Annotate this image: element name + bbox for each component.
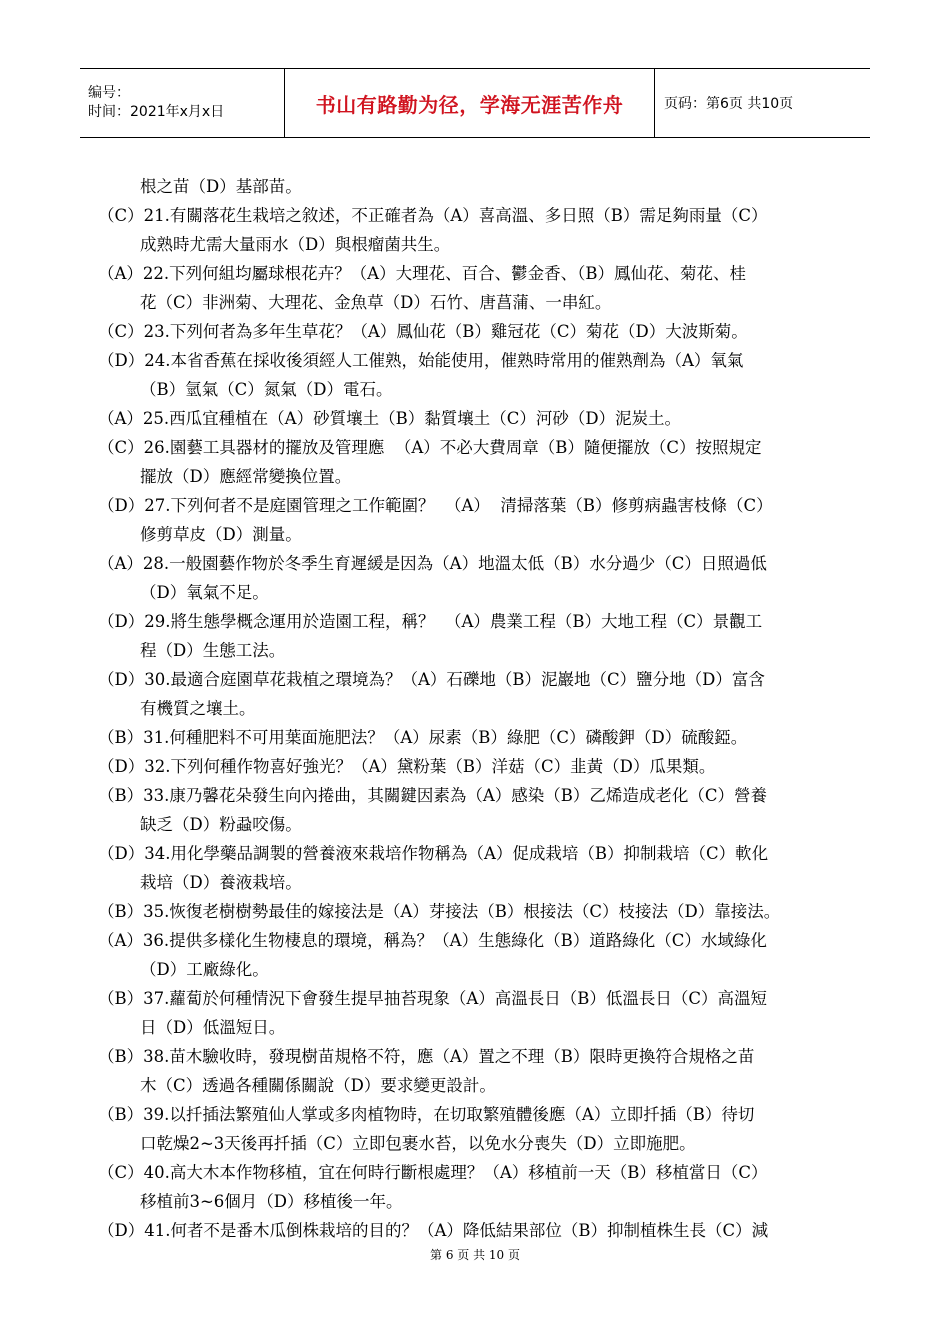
question-line: （B）39.以扦插法繁殖仙人掌或多肉植物時，在切取繁殖體後應（A）立即扦插（B）待切 (98, 1105, 755, 1124)
header-middle (284, 69, 655, 137)
question-line: （A）28.一般園藝作物於冬季生育遲緩是因為（A）地溫太低（B）水分過少（C）日照過低 (98, 554, 767, 573)
question-line: （C）23.下列何者為多年生草花？（A）鳳仙花（B）雞冠花（C）菊花（D）大波斯菊。 (98, 322, 748, 341)
question-line: （D）32.下列何種作物喜好強光？（A）黛粉葉（B）洋菇（C）韭黃（D）瓜果類。 (98, 757, 716, 776)
document-time-label: 时间：2021年x月x日 (88, 104, 225, 120)
question-line: （D）41.何者不是番木瓜倒株栽培的目的？（A）降低結果部位（B）抑制植株生長（C）減 (98, 1221, 769, 1240)
question-line: （C）40.高大木本作物移植，宜在何時行斷根處理？（A）移植前一天（B）移植當日（C） (98, 1163, 768, 1182)
question-line: （B）33.康乃馨花朵發生向內捲曲，其關鍵因素為（A）感染（B）乙烯造成老化（C）營養 (98, 786, 768, 805)
question-line: （B）氫氣（C）氮氣（D）電石。 (98, 380, 393, 399)
question-line: （A）36.提供多樣化生物棲息的環境，稱為？（A）生態綠化（B）道路綠化（C）水域綠化 (98, 931, 767, 950)
question-line: （B）35.恢復老樹樹勢最佳的嫁接法是（A）芽接法（B）根接法（C）枝接法（D）靠接法。 (98, 902, 781, 921)
question-line: （D）氧氣不足。 (98, 583, 269, 602)
question-line: （B）31.何種肥料不可用葉面施肥法？（A）尿素（B）綠肥（C）磷酸鉀（D）硫酸錏。 (98, 728, 748, 747)
question-line: （C）26.園藝工具器材的擺放及管理應 （A）不必大費周章（B）隨便擺放（C）按照規定 (98, 438, 762, 457)
question-line: 口乾燥2~3天後再扦插（C）立即包裹水苔，以免水分喪失（D）立即施肥。 (98, 1134, 696, 1153)
question-line: （D）24.本省香蕉在採收後須經人工催熟，始能使用，催熟時常用的催熟劑為（A）氧氣 (98, 351, 744, 370)
question-line: （A）25.西瓜宜種植在（A）砂質壤土（B）黏質壤土（C）河砂（D）泥炭土。 (98, 409, 682, 428)
question-line: 成熟時尤需大量雨水（D）與根瘤菌共生。 (98, 235, 451, 254)
question-line: 有機質之壤土。 (98, 699, 256, 718)
question-line: （D）工廠綠化。 (98, 960, 269, 979)
question-line: （D）27.下列何者不是庭園管理之工作範圍？ （A） 清掃落葉（B）修剪病蟲害枝條（C） (98, 496, 773, 515)
question-list (98, 172, 866, 1245)
document-number-label: 编号： (88, 85, 130, 101)
question-line: （D）30.最適合庭園草花栽植之環境為？（A）石礫地（B）泥巖地（C）鹽分地（D）富含 (98, 670, 765, 689)
header-left (80, 69, 284, 137)
header-motto: 书山有路勤为径，学海无涯苦作舟 (315, 92, 624, 117)
question-line: 栽培（D）養液栽培。 (98, 873, 302, 892)
question-line: 木（C）透過各種關係關說（D）要求變更設計。 (98, 1076, 496, 1095)
question-line: （C）21.有關落花生栽培之敘述，不正確者為（A）喜高溫、多日照（B）需足夠雨量（C） (98, 206, 768, 225)
page-number-label: 页码：第6页 共10页 (664, 96, 794, 112)
question-line: （D）29.將生態學概念運用於造園工程，稱？ （A）農業工程（B）大地工程（C）景觀工 (98, 612, 763, 631)
question-line: （B）38.苗木驗收時，發現樹苗規格不符，應（A）置之不理（B）限時更換符合規格之苗 (98, 1047, 755, 1066)
question-line: （D）34.用化學藥品調製的營養液來栽培作物稱為（A）促成栽培（B）抑制栽培（C）軟化 (98, 844, 769, 863)
question-line: （B）37.蘿蔔於何種情況下會發生提早抽苔現象（A）高溫長日（B）低溫長日（C）高溫短 (98, 989, 768, 1008)
question-line: 擺放（D）應經常變換位置。 (98, 467, 352, 486)
question-line: 根之苗（D）基部苗。 (98, 177, 302, 196)
question-line: 修剪草皮（D）測量。 (98, 525, 302, 544)
question-line: 移植前3~6個月（D）移植後一年。 (98, 1192, 403, 1211)
question-line: 花（C）非洲菊、大理花、金魚草（D）石竹、唐菖蒲、一串紅。 (98, 293, 612, 312)
question-line: 程（D）生態工法。 (98, 641, 286, 660)
question-line: 缺乏（D）粉蝨咬傷。 (98, 815, 302, 834)
page-header (80, 68, 870, 138)
page-footer: 第 6 页 共 10 页 (430, 1248, 520, 1262)
header-right (655, 69, 870, 137)
question-line: 日（D）低溫短日。 (98, 1018, 286, 1037)
question-line: （A）22.下列何組均屬球根花卉？（A）大理花、百合、鬱金香、（B）鳳仙花、菊花、桂 (98, 264, 746, 283)
